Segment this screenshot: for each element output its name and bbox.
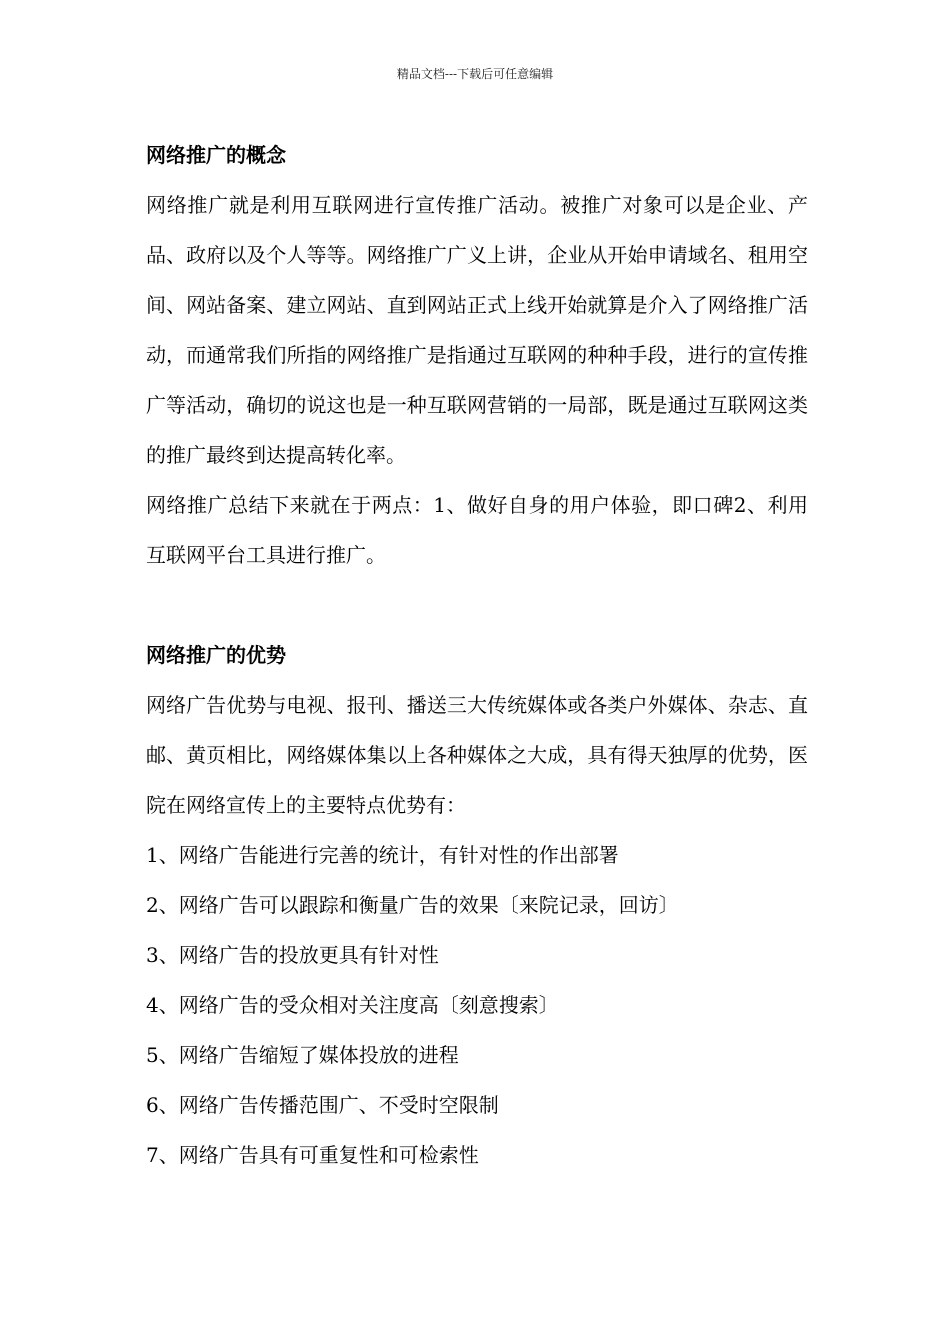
list-item: 7、网络广告具有可重复性和可检索性 <box>146 1143 479 1167</box>
list-item: 6、网络广告传播范围广、不受时空限制 <box>146 1093 499 1117</box>
section-title-concept: 网络推广的概念 <box>146 143 286 167</box>
section-spacer <box>146 580 808 630</box>
section-title-advantages: 网络推广的优势 <box>146 643 286 667</box>
paragraph-advantages-intro: 网络广告优势与电视、报刊、播送三大传统媒体或各类户外媒体、杂志、直邮、黄页相比，网络媒体集以上各种媒体之大成，具有得天独厚的优势，医院在网络宣传上的主要特点优势有： <box>146 693 808 817</box>
paragraph-concept: 网络推广就是利用互联网进行宣传推广活动。被推广对象可以是企业、产品、政府以及个人等等。网络推广广义上讲，企业从开始申请域名、租用空间、网站备案、建立网站、直到网站正式上线开始就算是介入了网络推广活动，而通常我们所指的网络推广是指通过互联网的种种手段，进行的宣传推广等活动，确切的说这也是一种互联网营销的一局部，既是通过互联网这类的推广最终到达提高转化率。 <box>146 193 808 467</box>
list-item: 4、网络广告的受众相对关注度高〔刻意搜索〕 <box>146 993 559 1017</box>
paragraph-summary: 网络推广总结下来就在于两点：1、做好自身的用户体验，即口碑2、利用互联网平台工具进行推广。 <box>146 493 808 567</box>
list-item: 2、网络广告可以跟踪和衡量广告的效果〔来院记录，回访〕 <box>146 893 679 917</box>
document-body <box>146 130 808 1180</box>
list-item: 5、网络广告缩短了媒体投放的进程 <box>146 1043 459 1067</box>
page-header: 精品文档---下载后可任意编辑 <box>396 67 554 81</box>
list-item: 1、网络广告能进行完善的统计，有针对性的作出部署 <box>146 843 619 867</box>
list-item: 3、网络广告的投放更具有针对性 <box>146 943 439 967</box>
